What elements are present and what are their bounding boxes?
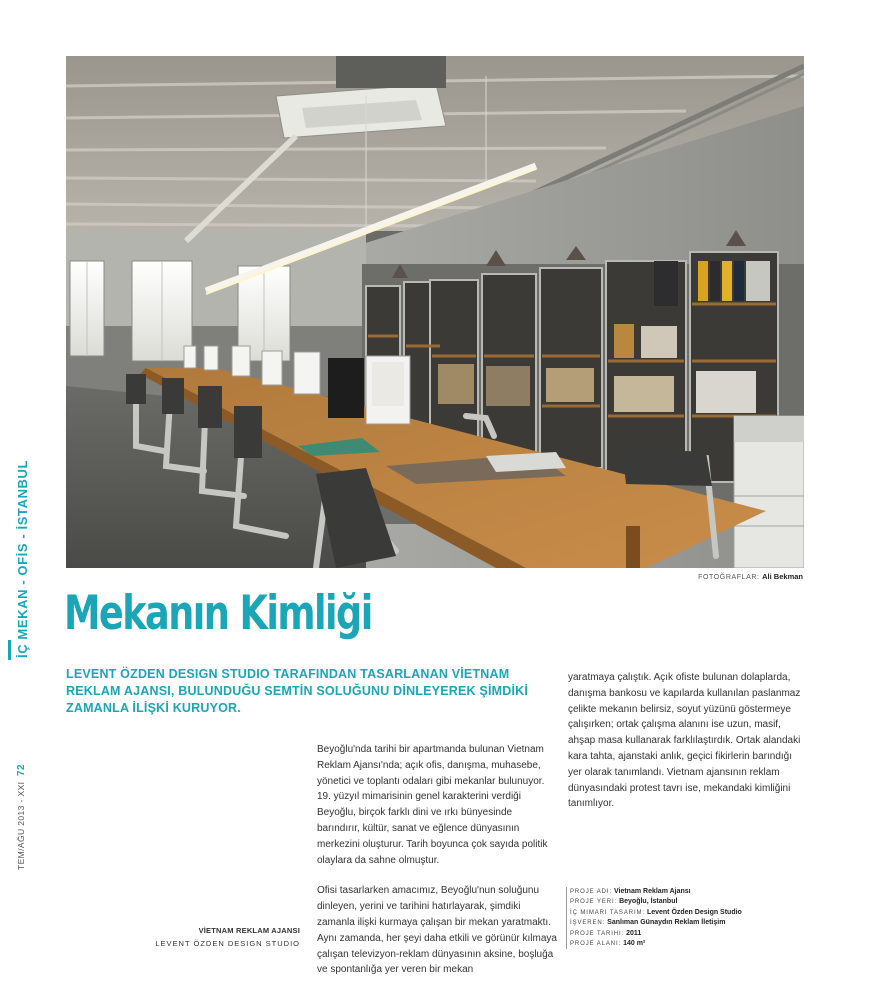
info-key: PROJE TARIHI: [570, 930, 625, 937]
issue-folio [16, 764, 27, 870]
section-marker-bar [8, 640, 11, 660]
section-label: İÇ MEKAN - OFİS - İSTANBUL [15, 459, 30, 658]
info-row [570, 929, 742, 939]
info-value: Sanlıman Günaydın Reklam İletişim [607, 919, 726, 927]
info-key: İŞVEREN: [570, 920, 606, 927]
body-paragraph: Ofisi tasarlarken amacımız, Beyoğlu'nun soluğunu dinleyen, yerini ve tarihini hatırlayarak, şimdiki zamanla ilişki kurmaya çalışan bir mekan yaratmaktı. Aynı zamanda, her şeyi daha etkili ve görünür kılmaya çalışan televizyon-reklam dünyasının aksine, boşluğa ve spontanlığa yer veren bir mekan [317, 885, 557, 976]
info-key: PROJE ADI: [570, 889, 613, 895]
page-number: 72 [16, 764, 27, 777]
body-paragraph: Beyoğlu'nda tarihi bir apartmanda bulunan Vietnam Reklam Ajansı'nda; açık ofis, danışma, muhasebe, yönetici ve toplantı odaları gibi mekanlar bulunuyor. 19. yüzyıl mimarisinin genel karakterini verdiği Beyoğlu, birçok farklı dini ve ırkı bünyesinde barındırır, kültür, sanat ve eğlence dünyasının merkezini oluşturur. Tarih boyunca çok sayıda politik olaylara da sahne olmuştur. [317, 744, 548, 866]
info-row [570, 897, 742, 907]
byline [130, 924, 300, 950]
project-info-box [566, 887, 742, 949]
info-value: Levent Özden Design Studio [646, 908, 742, 916]
info-row [570, 918, 742, 928]
info-row [570, 887, 742, 897]
body-column-middle [317, 742, 557, 993]
body-paragraph: yaratmaya çalıştık. Açık ofiste bulunan dolaplarda, danışma bankosu ve kapılarda kullanılan paslanmaz çelikte mekanın belirsiz, soyut yüzünü göstermeye çalışırken; ortak çalışma alanını ise uzun, masif, ahşap masa kullanarak farklılaştırdık. Ortak alandaki kara tahta, ajanstaki anlık, geçici fikirlerin barındığı yer olarak tanımlandı. Vietnam ajansının reklam dünyasındaki protest tavrı ise, mekandaki kimliğini tanımlıyor. [568, 672, 801, 810]
byline-studio: LEVENT ÖZDEN DESIGN STUDIO [155, 939, 300, 948]
info-key: PROJE YERI: [570, 899, 618, 906]
info-row [570, 908, 742, 918]
article-title: Mekanın Kimliği [64, 586, 372, 641]
photo-credit [698, 572, 803, 581]
info-value: Vietnam Reklam Ajansı [613, 888, 691, 895]
office-photo [66, 56, 804, 568]
article-lead: LEVENT ÖZDEN DESIGN STUDIO TARAFINDAN TASARLANAN VİETNAM REKLAM AJANSI, BULUNDUĞU SEMTİN SOLUĞUNU DİNLEYEREK ŞİMDİKİ ZAMANLA İLİŞKİ KURUYOR. [66, 667, 529, 715]
byline-project: VİETNAM REKLAM AJANSI [198, 926, 300, 935]
photographer-name: Ali Bekman [762, 572, 803, 581]
body-column-right [568, 670, 808, 827]
info-row [570, 939, 742, 949]
info-value: Beyoğlu, İstanbul [619, 898, 678, 906]
info-key: İÇ MIMARI TASARIM: [570, 909, 645, 916]
photo-credit-label: FOTOĞRAFLAR: [698, 574, 760, 581]
issue-date: TEM/AĞU 2013 - XXI [16, 781, 26, 870]
info-value: 2011 [626, 929, 642, 937]
info-key: PROJE ALANI: [570, 941, 622, 948]
info-value: 140 m² [623, 940, 646, 948]
office-interior-illustration [66, 56, 804, 568]
